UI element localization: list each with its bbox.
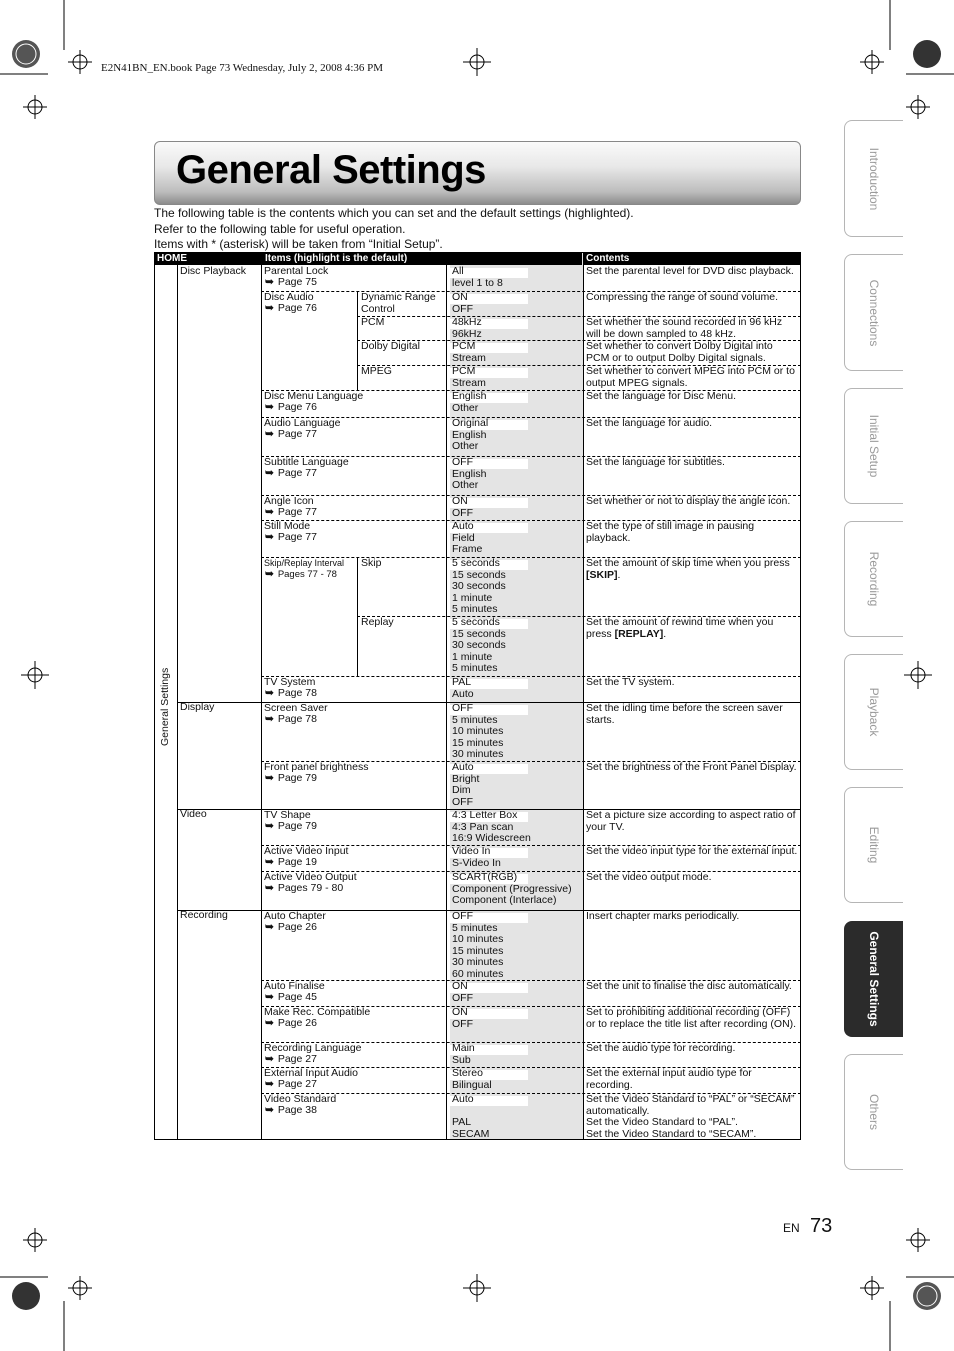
setting-values: OFF 5 minutes 10 minutes 15 minutes 30 minutes [452, 702, 504, 761]
page-link[interactable] [265, 1079, 317, 1091]
page-arrow-icon: ➥ [265, 991, 274, 1003]
setting-description: Set the video input type for the external input. [586, 845, 798, 857]
page-arrow-icon: ➥ [265, 531, 274, 543]
page-reference[interactable]: Page 77 [277, 506, 317, 518]
setting-description: Set whether to convert Dolby Digital into PCM or to output Dolby Digital signals. [586, 340, 773, 364]
intro-line-2: Refer to the following table for useful operation. [154, 222, 406, 236]
page-link[interactable] [265, 402, 317, 414]
item-name: Active Video Output [264, 871, 357, 883]
page-reference[interactable]: Page 76 [277, 302, 317, 314]
page-reference[interactable]: Page 77 [277, 467, 317, 479]
page-reference[interactable]: Page 75 [277, 276, 317, 288]
page-arrow-icon: ➥ [265, 506, 274, 518]
setting-values: 5 seconds 15 seconds 30 seconds 1 minute 5 minutes [452, 557, 506, 616]
setting-description: Set the amount of skip time when you press [SKIP]. [586, 557, 790, 581]
page-reference[interactable]: Page 19 [277, 856, 317, 868]
sub-item-name: Skip [361, 557, 382, 569]
tab-initial-setup[interactable]: Initial Setup [844, 388, 903, 504]
page-arrow-icon: ➥ [265, 856, 274, 868]
item-name: Recording Language [264, 1042, 362, 1054]
setting-values: ON OFF [452, 495, 473, 519]
setting-description: Set the language for audio. [586, 417, 713, 429]
setting-values: OFF English Other [452, 456, 487, 492]
item-name: Active Video Input [264, 845, 349, 857]
setting-values: Stereo Bilingual [452, 1067, 492, 1091]
page-arrow-icon: ➥ [265, 568, 274, 580]
setting-values: Main Sub [452, 1042, 475, 1066]
setting-description: Set the language for Disc Menu. [586, 390, 737, 402]
page-link[interactable] [265, 429, 317, 441]
setting-description: Set the video output mode. [586, 871, 712, 883]
footer-language: EN [783, 1221, 800, 1235]
page-reference[interactable]: Page 78 [277, 713, 317, 725]
page-reference[interactable]: Page 79 [277, 772, 317, 784]
sub-item-name: MPEG [361, 365, 392, 377]
category-video: Video [180, 808, 207, 820]
page-reference[interactable]: Page 78 [277, 687, 317, 699]
tab-general-settings[interactable]: General Settings [844, 921, 903, 1037]
setting-values: PCM Stream [452, 365, 486, 389]
item-name: Subtitle Language [264, 456, 349, 468]
setting-values: SCART(RGB) Component (Progressive) Component (Interlace) [452, 871, 572, 907]
setting-values: ON OFF [452, 980, 473, 1004]
page-reference[interactable]: Pages 77 - 78 [277, 569, 337, 580]
setting-values: Auto PAL SECAM [452, 1093, 490, 1140]
page-reference[interactable]: Page 77 [277, 428, 317, 440]
setting-values: Auto Bright Dim OFF [452, 761, 480, 808]
setting-description: Set the idling time before the screen saver starts. [586, 702, 783, 726]
setting-description: Set the type of still image in pausing playback. [586, 520, 755, 544]
setting-values: 4:3 Letter Box 4:3 Pan scan 16:9 Widescreen [452, 809, 531, 845]
page-reference[interactable]: Page 77 [277, 531, 317, 543]
tab-connections[interactable]: Connections [844, 254, 903, 371]
tab-playback[interactable]: Playback [844, 654, 903, 770]
setting-values: PCM Stream [452, 340, 486, 364]
category-display: Display [180, 701, 215, 713]
setting-description: Set whether to convert MPEG into PCM or to output MPEG signals. [586, 365, 795, 389]
page-link[interactable] [265, 1054, 317, 1066]
page-link[interactable] [265, 821, 317, 833]
tab-editing[interactable]: Editing [844, 787, 903, 903]
page-link[interactable] [265, 857, 317, 869]
setting-description: Insert chapter marks periodically. [586, 910, 740, 922]
item-name: Video Standard [264, 1093, 337, 1105]
page-link[interactable] [265, 922, 317, 934]
button-name: [REPLAY] [614, 627, 664, 640]
sub-item-name: Replay [361, 616, 394, 628]
intro-line-3: Items with * (asterisk) will be taken from “Initial Setup”. [154, 237, 443, 251]
setting-description: Set the external input audio type for recording. [586, 1067, 752, 1091]
page-reference[interactable]: Page 45 [277, 991, 317, 1003]
setting-description: Set the amount of rewind time when you press [REPLAY]. [586, 616, 774, 640]
setting-description: Set the unit to finalise the disc automatically. [586, 980, 792, 992]
page-link[interactable] [265, 714, 317, 726]
page-arrow-icon: ➥ [265, 467, 274, 479]
sub-item-name: PCM [361, 316, 385, 328]
sub-item-name: Dynamic Range Control [361, 291, 436, 315]
page-reference[interactable]: Pages 79 - 80 [277, 882, 344, 894]
button-name: [SKIP] [586, 568, 618, 581]
item-name: TV System [264, 676, 316, 688]
setting-values: English Other [452, 390, 487, 414]
setting-description: Set the language for subtitles. [586, 456, 725, 468]
vertical-section-label: General Settings [159, 667, 171, 746]
item-name: Disc Audio [264, 291, 314, 303]
page-arrow-icon: ➥ [265, 772, 274, 784]
tab-introduction[interactable]: Introduction [844, 120, 903, 237]
item-name: Disc Menu Language [264, 390, 364, 402]
header-contents: Contents [583, 252, 801, 265]
item-name: Audio Language [264, 417, 341, 429]
category-recording: Recording [180, 909, 228, 921]
setting-values: All level 1 to 8 [452, 265, 503, 289]
sub-item-name: Dolby Digital [361, 340, 420, 352]
setting-description: Set the brightness of the Front Panel Display. [586, 761, 797, 773]
item-name: Still Mode [264, 520, 311, 532]
tab-others[interactable]: Others [844, 1054, 903, 1170]
page-reference[interactable]: Page 27 [277, 1053, 317, 1065]
item-name: Screen Saver [264, 702, 328, 714]
setting-values: ON OFF [452, 291, 473, 315]
file-header-line: E2N41BN_EN.book Page 73 Wednesday, July 2, 2008 4:36 PM [101, 62, 384, 74]
setting-values: ON OFF [452, 1006, 473, 1030]
page-link[interactable] [265, 1105, 317, 1117]
setting-description: Set the Video Standard to “PAL” or “SECAM” automatically. Set the Video Standard to “PAL”. Set the Video Standard to “SECAM”. [586, 1093, 795, 1140]
setting-values: Video In S-Video In [452, 845, 501, 869]
page-arrow-icon: ➥ [265, 428, 274, 440]
page-arrow-icon: ➥ [265, 401, 274, 413]
page-link[interactable] [265, 507, 317, 519]
item-name: TV Shape [264, 809, 311, 821]
item-name: Auto Chapter [264, 910, 326, 922]
setting-description: Set a picture size according to aspect ratio of your TV. [586, 809, 796, 833]
setting-values: PAL Auto [452, 676, 474, 700]
intro-line-1: The following table is the contents which you can set and the default settings (highlighted). [154, 206, 634, 220]
page-arrow-icon: ➥ [265, 1053, 274, 1065]
setting-description: Set the audio type for recording. [586, 1042, 736, 1054]
page-reference[interactable]: Page 76 [277, 401, 317, 413]
item-name: External Input Audio [264, 1067, 358, 1079]
item-name: Skip/Replay Interval [264, 558, 345, 568]
page-arrow-icon: ➥ [265, 1078, 274, 1090]
page-reference[interactable]: Page 27 [277, 1078, 317, 1090]
page-arrow-icon: ➥ [265, 276, 274, 288]
page-reference[interactable]: Page 26 [277, 1017, 317, 1029]
page-title: General Settings [176, 148, 486, 192]
page-arrow-icon: ➥ [265, 302, 274, 314]
tab-recording[interactable]: Recording [844, 521, 903, 637]
item-name: Parental Lock [264, 265, 329, 277]
page-link[interactable] [265, 468, 317, 480]
page-reference[interactable]: Page 26 [277, 921, 317, 933]
setting-description: Set the TV system. [586, 676, 675, 688]
page-arrow-icon: ➥ [265, 882, 274, 894]
page-link[interactable] [265, 277, 317, 289]
page-arrow-icon: ➥ [265, 687, 274, 699]
setting-values: 5 seconds 15 seconds 30 seconds 1 minute 5 minutes [452, 616, 506, 675]
item-name: Auto Finalise [264, 980, 325, 992]
header-home: HOME [154, 252, 261, 265]
setting-description: Set to prohibiting additional recording (OFF) or to replace the title list after recording (ON). [586, 1006, 797, 1030]
setting-values: Original English Other [452, 417, 489, 453]
setting-description: Set the parental level for DVD disc playback. [586, 265, 794, 277]
page-reference[interactable]: Page 79 [277, 820, 317, 832]
page-link[interactable] [265, 1018, 317, 1030]
category-disc-playback: Disc Playback [180, 265, 246, 277]
page-arrow-icon: ➥ [265, 1104, 274, 1116]
page-link[interactable] [265, 569, 337, 581]
setting-description: Compressing the range of sound volume. [586, 291, 779, 303]
setting-values: Auto Field Frame [452, 520, 483, 556]
page-arrow-icon: ➥ [265, 713, 274, 725]
setting-values: OFF 5 minutes 10 minutes 15 minutes 30 minutes 60 minutes [452, 910, 504, 980]
item-name: Angle Icon [264, 495, 314, 507]
setting-description: Set whether the sound recorded in 96 kHz will be down sampled to 48 kHz. [586, 316, 783, 340]
setting-description: Set whether or not to display the angle icon. [586, 495, 791, 507]
setting-values: 48kHz 96kHz [452, 316, 482, 340]
item-name: Make Rec. Compatible [264, 1006, 371, 1018]
page-link[interactable] [265, 688, 317, 700]
page-reference[interactable]: Page 38 [277, 1104, 317, 1116]
page-link[interactable] [265, 773, 317, 785]
page-number: 73 [810, 1215, 833, 1237]
page-arrow-icon: ➥ [265, 1017, 274, 1029]
item-name: Front panel brightness [264, 761, 369, 773]
page-arrow-icon: ➥ [265, 921, 274, 933]
header-items: Items (highlight is the default) [262, 252, 582, 265]
page-link[interactable] [265, 532, 317, 544]
page-link[interactable] [265, 883, 343, 895]
page-link[interactable] [265, 303, 317, 315]
page-arrow-icon: ➥ [265, 820, 274, 832]
page-link[interactable] [265, 992, 317, 1004]
